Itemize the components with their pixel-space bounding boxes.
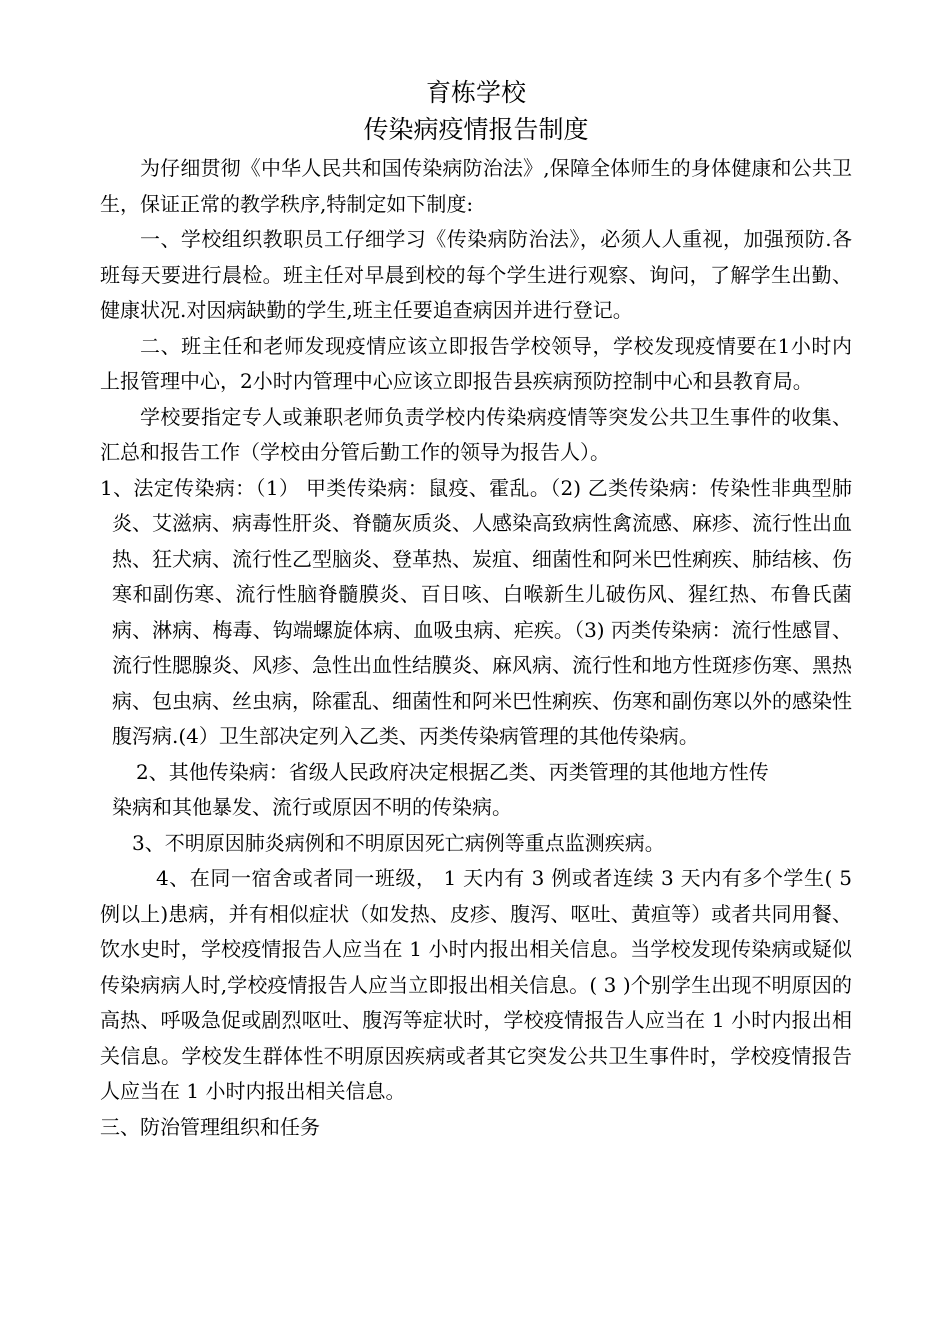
- school-name: 育栋学校: [425, 78, 526, 107]
- unknown-pneumonia-paragraph: 3、不明原因肺炎病例和不明原因死亡病例等重点监测疾病。: [132, 830, 665, 855]
- other-diseases-line-1: 2、其他传染病：省级人民政府决定根据乙类、丙类管理的其他地方性传: [136, 759, 769, 784]
- other-diseases-paragraph: [100, 755, 852, 826]
- document-page: [100, 74, 852, 1145]
- section-two-paragraph: 二、班主任和老师发现疫情应该立即报告学校领导，学校发现疫情要在1小时内上报管理中心，2小时内管理中心应该立即报告县疾病预防控制中心和县教育局。: [100, 333, 852, 393]
- reporter-paragraph: 学校要指定专人或兼职老师负责学校内传染病疫情等突发公共卫生事件的收集、汇总和报告工作（学校由分管后勤工作的领导为报告人）。: [100, 404, 852, 464]
- section-one-paragraph: 一、学校组织教职员工仔细学习《传染病防治法》，必须人人重视，加强预防.各班每天要进行晨检。班主任对早晨到校的每个学生进行观察、询问，了解学生出勤、健康状况.对因病缺勤的学生,班主任要追查病因并进行登记。: [100, 227, 852, 322]
- cluster-report-paragraph: 4、在同一宿舍或者同一班级， 1 天内有 3 例或者连续 3 天内有多个学生( 5 例以上)患病，并有相似症状（如发热、皮疹、腹泻、呕吐、黄疸等）或者共同用餐、饮水史时，学校疫情报告人应当在 1 小时内报出相关信息。当学校发现传染病或疑似传染病病人时,学校疫情报告人应当立即报出相关信息。( 3 )个别学生出现不明原因的高热、呼吸急促或剧烈呕吐、腹泻等症状时，学校疫情报告人应当在 1 小时内报出相关信息。学校发生群体性不明原因疾病或者其它突发公共卫生事件时，学校疫情报告人应当在 1 小时内报出相关信息。: [100, 866, 852, 1103]
- section-three-heading: 三、防治管理组织和任务: [100, 1114, 320, 1139]
- legal-diseases-paragraph: 1、法定传染病：（1） 甲类传染病：鼠疫、霍乱。（2) 乙类传染病：传染性非典型肺炎、艾滋病、病毒性肝炎、脊髓灰质炎、人感染高致病性禽流感、麻疹、流行性出血热、狂犬病、流行性乙型脑炎、登革热、炭疽、细菌性和阿米巴性痢疾、肺结核、伤寒和副伤寒、流行性脑脊髓膜炎、百日咳、白喉新生儿破伤风、猩红热、布鲁氏菌病、淋病、梅毒、钩端螺旋体病、血吸虫病、疟疾。（3) 丙类传染病：流行性感冒、流行性腮腺炎、风疹、急性出血性结膜炎、麻风病、流行性和地方性斑疹伤寒、黑热病、包虫病、丝虫病，除霍乱、细菌性和阿米巴性痢疾、伤寒和副伤寒以外的感染性腹泻病.(4）卫生部决定列入乙类、丙类传染病管理的其他传染病。: [100, 475, 852, 748]
- other-diseases-line-2: 染病和其他暴发、流行或原因不明的传染病。: [112, 795, 512, 819]
- intro-paragraph: 为仔细贯彻《中华人民共和国传染病防治法》,保障全体师生的身体健康和公共卫生，保证正常的教学秩序,特制定如下制度:: [100, 156, 852, 216]
- document-title: 传染病疫情报告制度: [363, 115, 589, 144]
